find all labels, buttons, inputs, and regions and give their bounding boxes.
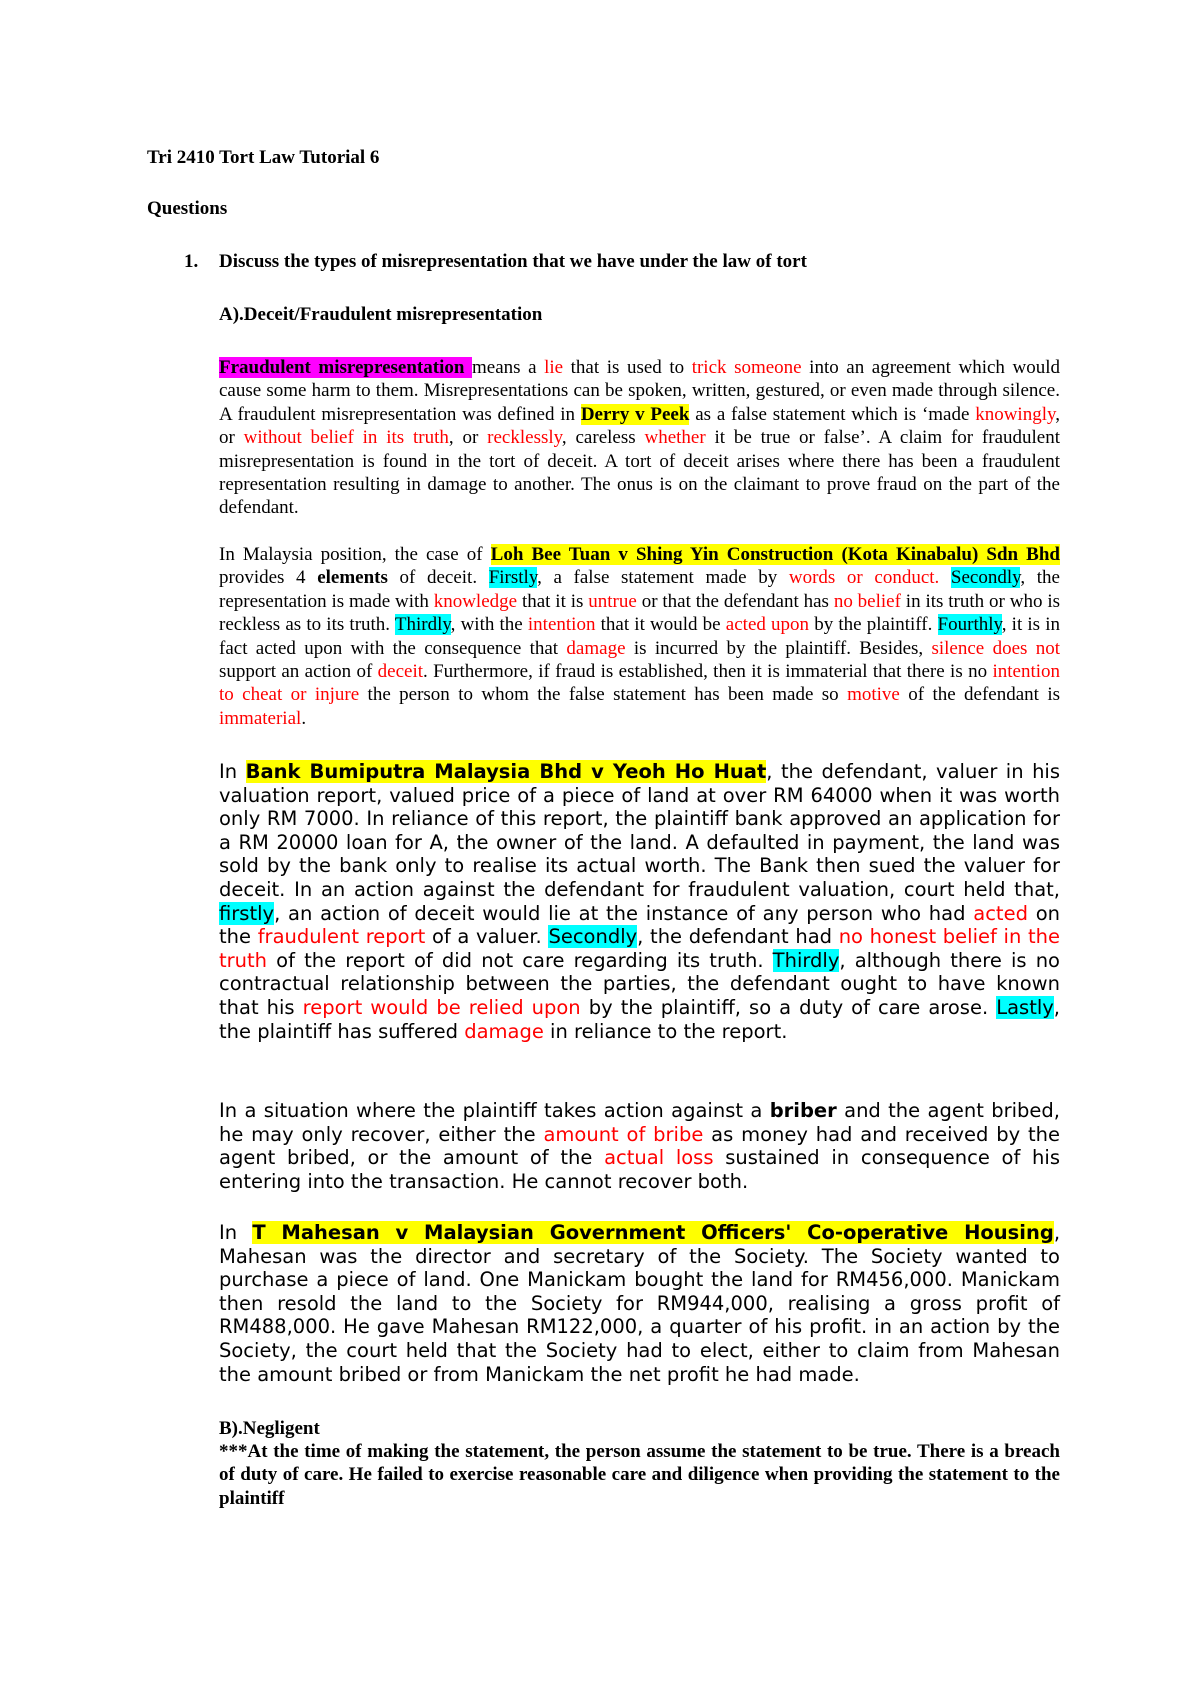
text-run: and the agent bribed, he may only recover, either the [219,1099,1060,1146]
text-run: as a false statement which is ‘made [689,403,976,425]
bold-term: briber [769,1099,837,1122]
emphasis-term: acted [973,901,1028,925]
text-run: , the plaintiff has suffered [219,995,1060,1043]
paragraph-malaysia-position [219,543,1060,730]
text-run: means a [471,357,545,378]
ordinal-marker: Fourthly [937,614,1002,636]
emphasis-term: intention [527,614,596,636]
ordinal-marker: Thirdly [394,614,451,636]
key-term: Fraudulent misrepresentation [219,357,472,378]
text-run: , although there is no contractual relationship between the parties, the defendant ought to have known that his [219,948,1060,1019]
ordinal-marker: firstly [219,901,275,925]
ordinal-marker: Secondly [548,925,638,949]
emphasis-term: deceit [377,661,423,683]
question-text: Discuss the types of misrepresentation that we have under the law of tort [219,251,807,272]
text-run: of deceit. [387,567,489,589]
ordinal-marker: Secondly [950,567,1021,589]
text-run: or that the defendant has [636,590,834,612]
text-run: , or [219,403,1060,449]
emphasis-term: lie [544,357,564,378]
text-run: into an agreement which would cause some harm to them. Misrepresentations can be spoken, written, gestured, or even made through silence. A fraudulent misrepresentation was defined in [219,357,1060,425]
text-run: of the defendant is [899,684,1061,706]
emphasis-term: fraudulent report [257,925,426,949]
text-run: of a valuer. [425,925,549,949]
paragraph-fraudulent-definition [219,356,1060,520]
question-number: 1. [184,251,199,272]
text-run: , a false statement made by [537,567,789,589]
emphasis-term: recklessly [487,427,562,449]
text-run: . [301,707,307,729]
paragraph-bank-bumiputra [219,760,1060,1043]
text-run: , with the [450,614,528,636]
text-run: the person to whom the false statement has been made so [359,684,848,706]
question-1 [184,250,807,274]
paragraph-briber [219,1099,1060,1193]
text-run: that it would be [595,614,726,636]
emphasis-term: damage [464,1019,544,1043]
text-run: . Furthermore, if fraud is established, then it is immaterial that there is no [423,661,993,683]
case-name: T Mahesan v Malaysian Government Officers' Co-operative Housing [252,1221,1054,1244]
emphasis-term: immaterial [219,707,302,729]
ordinal-marker: Thirdly [772,948,840,972]
text-run: , careless [561,427,645,449]
document-title: Tri 2410 Tort Law Tutorial 6 [147,147,380,168]
emphasis-term: silence does not [931,637,1061,659]
text-run: of the report of did not care regarding its truth. [267,948,773,972]
emphasis-term: without belief in its truth [243,427,449,449]
text-run [939,567,951,588]
emphasis-term: untrue [588,590,637,612]
bold-term: elements [317,567,388,589]
text-run: , it is in fact acted upon with the consequence that [219,614,1061,659]
text-run: In a situation where the plaintiff takes action against a [219,1099,770,1122]
text-run: is incurred by the plaintiff. Besides, [625,637,932,659]
emphasis-term: knowledge [433,590,518,612]
text-run: on the [219,901,1060,949]
emphasis-term: intention to cheat or injure [219,661,1061,706]
text-run: that is used to [563,357,692,378]
case-name: Loh Bee Tuan v Shing Yin Construction (Kota Kinabalu) Sdn Bhd [490,544,1060,565]
paragraph-mahesan [219,1221,1060,1386]
text-run: , or [448,427,488,449]
text-run: In Malaysia position, the case of [219,544,491,565]
ordinal-marker: Firstly [488,567,538,589]
emphasis-term: knowingly [975,403,1056,425]
text-run: in reliance to the report. [543,1019,788,1043]
section-b-heading: B).Negligent [219,1418,320,1439]
text-run: , an action of deceit would lie at the instance of any person who had [274,901,974,925]
emphasis-term: no belief [833,590,901,612]
text-run: In [219,760,246,783]
emphasis-term: actual loss [604,1146,714,1170]
case-name: Derry v Peek [580,403,690,425]
emphasis-term: damage [566,637,626,659]
text-run: in its truth or who is reckless as to its truth. [219,590,1060,636]
emphasis-term: whether [644,427,706,449]
text-run: provides 4 [219,567,318,589]
text-run: sustained in consequence of his entering into the transaction. He cannot recover both. [219,1146,1060,1193]
emphasis-term: motive [847,684,900,706]
section-a-heading: A).Deceit/Fraudulent misrepresentation [219,304,543,325]
questions-heading: Questions [147,198,228,219]
text-run: as money had and received by the agent bribed, or the amount of the [219,1122,1060,1170]
text-run: , the defendant, valuer in his valuation report, valued price of a piece of land at over RM 64000 when it was worth only RM 7000. In reliance of this report, the plaintiff bank approved an application for a RM 20000 loan for A, the owner of the land. A defaulted in payment, the land was sold by the bank only to realise its actual worth. The Bank then sued the valuer for deceit. In an action against the defendant for fraudulent valuation, court held that, [219,760,1061,901]
text-run: , Mahesan was the director and secretary of the Society. The Society wanted to purchase a piece of land. One Manickam bought the land for RM456,000. Manickam then resold the land to the Society for RM944,000, realising a gross profit of RM488,000. He gave Mahesan RM122,000, a quarter of his profit. in an action by the Society, the court held that the Society had to elect, either to claim from Mahesan the amount bribed or from Manickam the net profit he had made. [219,1221,1061,1386]
paragraph-negligent: ***At the time of making the statement, the person assume the statement to be true. There is a breach of duty of care. He failed to exercise reasonable care and diligence when providing the statement to the plaintiff [219,1441,1060,1509]
emphasis-term: no honest belief in the truth [219,925,1061,972]
case-name: Bank Bumiputra Malaysia Bhd v Yeoh Ho Huat [245,760,767,783]
emphasis-term: acted upon [725,614,810,636]
emphasis-term: report would be relied upon [302,995,581,1019]
text-run: support an action of [219,661,378,683]
text-run: In [219,1221,253,1244]
emphasis-term: words or conduct. [788,567,940,589]
text-run: , the defendant had [637,925,839,949]
text-run: by the plaintiff, so a duty of care arose. [580,995,997,1019]
text-run: by the plaintiff. [809,614,938,636]
text-run: it be true or false’. A claim for fraudulent misrepresentation is found in the tort of deceit. A tort of deceit arises where there has been a fraudulent representation resulting in damage to another. The onus is on the claimant to prove fraud on the part of the defendant. [219,427,1061,519]
text-run: that it is [517,590,589,612]
ordinal-marker: Lastly [996,995,1054,1019]
text-run: , the representation is made with [219,567,1060,612]
emphasis-term: trick someone [691,357,802,378]
emphasis-term: amount of bribe [543,1122,704,1146]
